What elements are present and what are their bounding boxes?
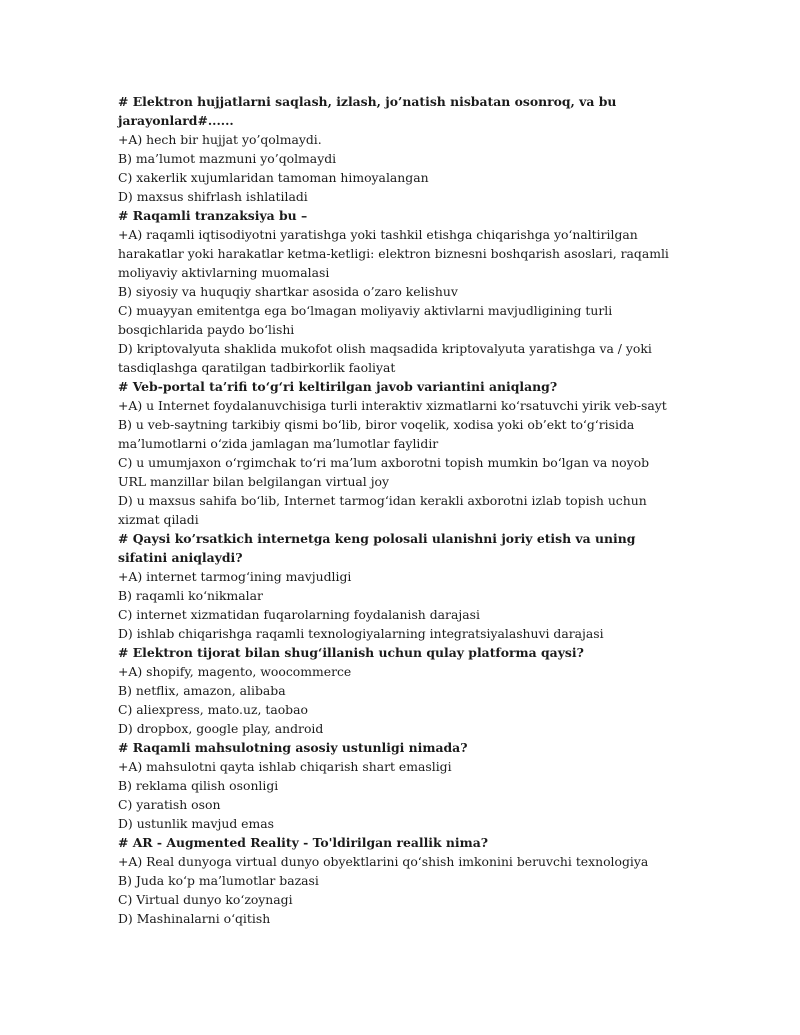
answer-option: B) netflix, amazon, alibaba	[118, 683, 286, 698]
question-heading: # Elektron tijorat bilan shug‘illanish uchun qulay platforma qaysi?	[118, 645, 584, 660]
question-heading: # AR - Augmented Reality - To'ldirilgan reallik nima?	[118, 835, 489, 850]
answer-option: C) Virtual dunyo ko‘zoynagi	[118, 892, 293, 907]
answer-option: +A) internet tarmog‘ining mavjudligi	[118, 569, 352, 584]
question-block	[118, 833, 678, 928]
answer-option: C) aliexpress, mato.uz, taobao	[118, 702, 308, 717]
answer-option: C) yaratish oson	[118, 797, 221, 812]
answer-option: +A) shopify, magento, woocommerce	[118, 664, 352, 679]
question-heading: # Elektron hujjatlarni saqlash, izlash, jo’natish nisbatan osonroq, va bu jarayonlard#......	[118, 94, 617, 128]
question-block	[118, 529, 678, 643]
answer-option: D) Mashinalarni o‘qitish	[118, 911, 271, 926]
answer-option: +A) u Internet foydalanuvchisiga turli interaktiv xizmatlarni ko‘rsatuvchi yirik veb-sayt	[118, 398, 667, 413]
answer-option: +A) hech bir hujjat yo’qolmaydi.	[118, 132, 322, 147]
question-block	[118, 643, 678, 738]
answer-option: C) internet xizmatidan fuqarolarning foydalanish darajasi	[118, 607, 480, 622]
answer-option: C) muayyan emitentga ega bo‘lmagan moliyaviy aktivlarni mavjudligining turli bosqichlarida paydo bo‘lishi	[118, 303, 613, 337]
answer-option: B) Juda ko‘p ma’lumotlar bazasi	[118, 873, 319, 888]
answer-option: +A) Real dunyoga virtual dunyo obyektlarini qo‘shish imkonini beruvchi texnologiya	[118, 854, 649, 869]
answer-option: B) raqamli ko‘nikmalar	[118, 588, 263, 603]
answer-option: D) maxsus shifrlash ishlatiladi	[118, 189, 308, 204]
answer-option: D) dropbox, google play, android	[118, 721, 324, 736]
question-block	[118, 92, 678, 206]
answer-option: D) ustunlik mavjud emas	[118, 816, 275, 831]
answer-option: D) u maxsus sahifa bo‘lib, Internet tarmog‘idan kerakli axborotni izlab topish uchun xizmat qiladi	[118, 493, 647, 527]
answer-option: C) u umumjaxon o‘rgimchak to‘ri ma’lum axborotni topish mumkin bo‘lgan va noyob URL manzillar bilan belgilangan virtual joy	[118, 455, 650, 489]
answer-option: +A) mahsulotni qayta ishlab chiqarish shart emasligi	[118, 759, 452, 774]
question-heading: # Veb-portal ta’rifi to‘g‘ri keltirilgan javob variantini aniqlang?	[118, 379, 558, 394]
question-block	[118, 738, 678, 833]
answer-option: C) xakerlik xujumlaridan tamoman himoyalangan	[118, 170, 429, 185]
question-heading: # Raqamli tranzaksiya bu –	[118, 208, 308, 223]
question-block	[118, 206, 678, 377]
answer-option: B) reklama qilish osonligi	[118, 778, 279, 793]
answer-option: D) kriptovalyuta shaklida mukofot olish maqsadida kriptovalyuta yaratishga va / yoki tasdiqlashga qaratilgan tadbirkorlik faoliyat	[118, 341, 652, 375]
answer-option: B) ma’lumot mazmuni yo’qolmaydi	[118, 151, 337, 166]
answer-option: +A) raqamli iqtisodiyotni yaratishga yoki tashkil etishga chiqarishga yo‘naltirilgan harakatlar yoki harakatlar ketma-ketligi: elektron biznesni boshqarish asoslari, raqamli moliyaviy aktivlarning muomalasi	[118, 227, 669, 280]
document-page	[118, 92, 678, 928]
question-block	[118, 377, 678, 529]
answer-option: B) u veb-saytning tarkibiy qismi bo‘lib, biror voqelik, xodisa yoki ob’ekt to‘g‘risida ma’lumotlarni o‘zida jamlagan ma’lumotlar faylidir	[118, 417, 635, 451]
question-heading: # Raqamli mahsulotning asosiy ustunligi nimada?	[118, 740, 468, 755]
answer-option: B) siyosiy va huquqiy shartkar asosida o’zaro kelishuv	[118, 284, 458, 299]
question-heading: # Qaysi ko’rsatkich internetga keng polosali ulanishni joriy etish va uning sifatini aniqlaydi?	[118, 531, 636, 565]
answer-option: D) ishlab chiqarishga raqamli texnologiyalarning integratsiyalashuvi darajasi	[118, 626, 604, 641]
